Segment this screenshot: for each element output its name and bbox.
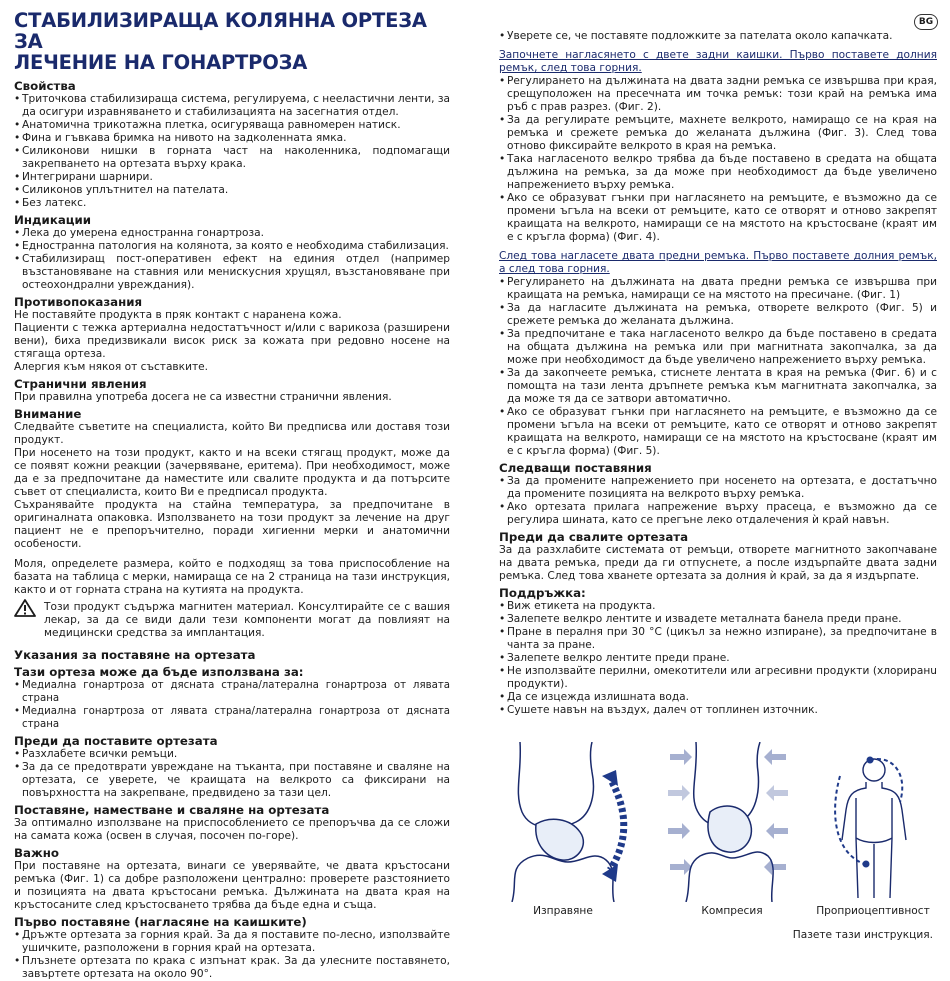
list-item: • Медиална гонартроза от дясната страна/латерална гонартроза от лявата страна: [14, 679, 450, 705]
front-straps-heading: След това нагласете двата предни ремъка. Първо поставете долния ремък, а след това горния.: [499, 250, 937, 275]
list-item: • Разхлабете всички ремъци.: [14, 748, 450, 761]
care-list: [499, 600, 937, 717]
paragraph: Не поставяйте продукта в пряк контакт с наранена кожа.: [14, 309, 342, 321]
first-fitting-list: [14, 929, 450, 981]
page-title: СТАБИЛИЗИРАЩА КОЛЯННА ОРТЕЗА ЗА ЛЕЧЕНИЕ НА ГОНАРТРОЗА: [14, 9, 427, 74]
keep-instructions-note: Пазете тази инструкция.: [792, 929, 933, 941]
properties-heading: Свойства: [14, 79, 76, 93]
proprioception-illustration: [826, 752, 916, 902]
list-item: • Виж етикета на продукта.: [499, 600, 937, 613]
list-item: • Без латекс.: [14, 197, 450, 210]
list-item: • Регулирането на дължината на двата предни ремъка се извършва при краищата на ремъка, намиращи се на мястото на пресичане. (Фиг. 1): [499, 276, 937, 302]
list-item: • Ако ортезата прилага напрежение върху прасеца, е възможно да се регулира шината, като се прегъне леко отдалечения ѝ край навън.: [499, 501, 937, 527]
warning-icon: [14, 599, 36, 617]
list-item: • Не използвайте перилни, омекотители или агресивни продукти (хлориранu продукти).: [499, 665, 937, 691]
list-item: • Триточкова стабилизираща система, регулируема, с нееластични ленти, за да осигури изравняването и стабилизацията на засегнатия отдел.: [14, 93, 450, 119]
paragraph: При правилна употреба досега не са известни странични явления.: [14, 391, 392, 403]
fitting-heading: Поставяне, наместване и сваляне на ортезата: [14, 803, 330, 817]
indications-list: [14, 227, 450, 292]
knee-alignment-illustration: [506, 742, 632, 902]
list-item: • Плъзнете ортезата по крака с изпънат крак. За да улесните поставянето, завъртете ортезата на около 90°.: [14, 955, 450, 981]
list-item: • За да нагласите дължината на ремъка, отворете велкрото (Фиг. 5) и срежете ремъка до желаната дължина.: [499, 302, 937, 328]
language-badge: BG: [914, 14, 938, 30]
list-item: • Силиконови нишки в горната част на наколенника, подпомагащи закрепването на ортезата върху крака.: [14, 145, 450, 171]
magnet-warning: [14, 601, 450, 640]
list-item: • За да се предотврати увреждане на тъканта, при поставяне и сваляне на ортезата, се уверете, че краищата на велкрото са фиксирани на повърхността на закрепване, предвидено за тази цел.: [14, 761, 450, 800]
warning-text: Този продукт съдържа магнитен материал. Консултирайте се с вашия лекар, за да се види дали тези компоненти могат да повлияят на медицински средства за имплантация.: [44, 601, 450, 639]
list-item: • Залепете велкро лентите и извадете металната банела преди пране.: [499, 613, 937, 626]
paragraph: Алергия към някоя от съставките.: [14, 361, 209, 373]
list-item: • За да регулирате ремъците, махнете велкрото, намиращо се на края на ремъка и срежете ремъка до желаната дължина (Фиг. 3). След това отново фиксирайте велкрото в края на ремъка.: [499, 114, 937, 153]
paragraph: При поставяне на ортезата, винаги се уверявайте, че двата кръстосани ремъка (Фиг. 1) са добре разположени централно: проверете разстоянието и позицията на двата кръстосани ремъка. Дължината на двата края на кръстосаните след кръстосването трябва да бъде една и съща.: [14, 860, 450, 911]
list-item: • За да промените напрежението при носенето на ортезата, е достатъчно да промените позицията на велкрото върху ремъка.: [499, 475, 937, 501]
before-heading: Преди да поставите ортезата: [14, 734, 218, 748]
attention-heading: Внимание: [14, 407, 82, 421]
important-heading: Важно: [14, 846, 59, 860]
knee-compression-illustration: [666, 742, 790, 902]
paragraph: Пациенти с тежка артериална недостатъчност и/или с варикоза (разширени вени), биха предизвикали висок риск за кожата при редовно носене на стягаща ортеза.: [14, 322, 450, 360]
list-item: • Лека до умерена едностранна гонартроза.: [14, 227, 450, 240]
front-straps-list: [499, 276, 937, 458]
list-item: • Уверете се, че поставяте подложките за пателата около капачката.: [499, 30, 937, 43]
next-fittings-list: [499, 475, 937, 527]
paragraph: При носенето на този продукт, както и на всеки стягащ продукт, може да се появят кожни реакции (зачервяване, еритема). При необходимост, може да е за предпочитане да наместите или свалите продукта и да потърсите съвет от специалиста, които Ви е предписал продукта.: [14, 447, 450, 498]
list-item: • Едностранна патология на колянота, за която е необходима стабилизация.: [14, 240, 450, 253]
before-list: [14, 748, 450, 800]
list-item: • Така нагласеното велкро трябва да бъде поставено в средата на общата дължина на ремъка, за да може при необходимост да бъде увеличено напрежението върху ремъка.: [499, 153, 937, 192]
usage-heading: Тази ортеза може да бъде използвана за:: [14, 665, 304, 679]
left-column: [14, 10, 450, 981]
list-item: • Интегрирани шарнири.: [14, 171, 450, 184]
usage-list: [14, 679, 450, 731]
list-item: • Пране в пералня при 30 °C (цикъл за нежно изпиране), за предпочитане в чанта за пране.: [499, 626, 937, 652]
list-item: • Ако се образуват гънки при нагласянето на ремъците, е възможно да се промени ъгъла на всеки от ремъците, като се отворят и отново закрепят краищата на велкрото, намиращи се на мястото на кръстосване (краят им е с кръгла форма) (Фиг. 5).: [499, 406, 937, 458]
list-item: • Да се изцежда излишната вода.: [499, 691, 937, 704]
right-column: [499, 30, 937, 717]
list-item: • За да закопчеете ремъка, стиснете лентата в края на ремъка (Фиг. 6) и с помощта на тази лента дръпнете ремъка към магнитната закопчалка, за да може тя да се затвори автоматично.: [499, 367, 937, 406]
curved-arrow-icon: [602, 770, 624, 882]
list-item: • Залепете велкро лентите преди пране.: [499, 652, 937, 665]
list-item: • Регулирането на дължината на двата задни ремъка се извършва при края, срещуположен на пресечната им точка ремък: този край на ремъка има ръб с прав разрез. (Фиг. 2).: [499, 75, 937, 114]
next-fittings-heading: Следващи поставяния: [499, 461, 652, 475]
caption-straightening: Изправяне: [533, 905, 593, 917]
care-heading: Поддръжка:: [499, 586, 586, 600]
list-item: • За предпочитане е така нагласеното велкро да бъде поставено в средата на общата дължина на ремъка или при магнитната закопчалка, за да може при необходимост да бъде увеличено напрежението върху ремъка.: [499, 328, 937, 367]
rear-straps-heading: Започнете нагласянето с двете задни каишки. Първо поставете долния ремък, след това горния.: [499, 49, 937, 74]
contraindications-heading: Противопоказания: [14, 295, 143, 309]
indications-heading: Индикации: [14, 213, 92, 227]
properties-list: [14, 93, 450, 210]
list-item: • Фина и гъвкава бримка на нивото на задколенната ямка.: [14, 132, 450, 145]
instructions-heading: Указания за поставяне на ортезата: [14, 648, 256, 662]
side-effects-heading: Странични явления: [14, 377, 147, 391]
list-item: • Стабилизиращ пост-оперативен ефект на единия отдел (например възстановяване на ставния или менискусния хрущял, възстановяване при остеохондрални увреждания).: [14, 253, 450, 292]
list-item: • Ако се образуват гънки при нагласянето на ремъците, е възможно да се промени ъгъла на всеки от ремъците, като се отворят и отново закрепят краищата на велкрото, намиращи се на мястото на кръстосване (краят им е с кръгла форма) (Фиг. 4).: [499, 192, 937, 244]
first-fitting-heading: Първо поставяне (нагласяне на каишките): [14, 915, 307, 929]
caption-proprioception: Проприоцептивност: [816, 905, 930, 917]
list-item: • Медиална гонартроза от лявата страна/латерална гонартроза от дясната страна: [14, 705, 450, 731]
paragraph: Следвайте съветите на специалиста, който Ви предписва или доставя този продукт.: [14, 421, 450, 446]
removal-heading: Преди да свалите ортезата: [499, 530, 689, 544]
paragraph: За оптимално използване на приспособлението се препоръчва да се сложи на самата кожа (освен в случая, посочен по-горе).: [14, 817, 450, 842]
list-item: • Анатомична трикотажна плетка, осигуряваща равномерен натиск.: [14, 119, 450, 132]
list-item: • Силиконов уплътнител на пателата.: [14, 184, 450, 197]
paragraph: За да разхлабите системата от ремъци, отворете магнитното закопчаване на двата ремъка, преди да ги отпуснете, а после издърпайте двата задни ремъка. След това хванете ортезата за долния ѝ край, за да я издърпате.: [499, 544, 937, 582]
paragraph: Моля, определете размера, който е подходящ за това приспособление на базата на таблица с мерки, намираща се на 2 страница на тази инструкция, както и от горната страна на кутията на продукта.: [14, 558, 450, 596]
rear-straps-list: [499, 75, 937, 244]
list-item: • Дръжте ортезата за горния край. За да я поставите по-лесно, използвайте ушичките, разположени в горния край на ортезата.: [14, 929, 450, 955]
caption-compression: Компресия: [701, 905, 763, 917]
list-item: • Сушете навън на въздух, далеч от топлинен източник.: [499, 704, 937, 717]
paragraph: Съхранявайте продукта на стайна температура, за предпочитане в оригиналната опаковка. Използването на този продукт за лечение на друг пациент не е препоръчително, поради хигиенни мерки и анатомични особености.: [14, 499, 450, 550]
